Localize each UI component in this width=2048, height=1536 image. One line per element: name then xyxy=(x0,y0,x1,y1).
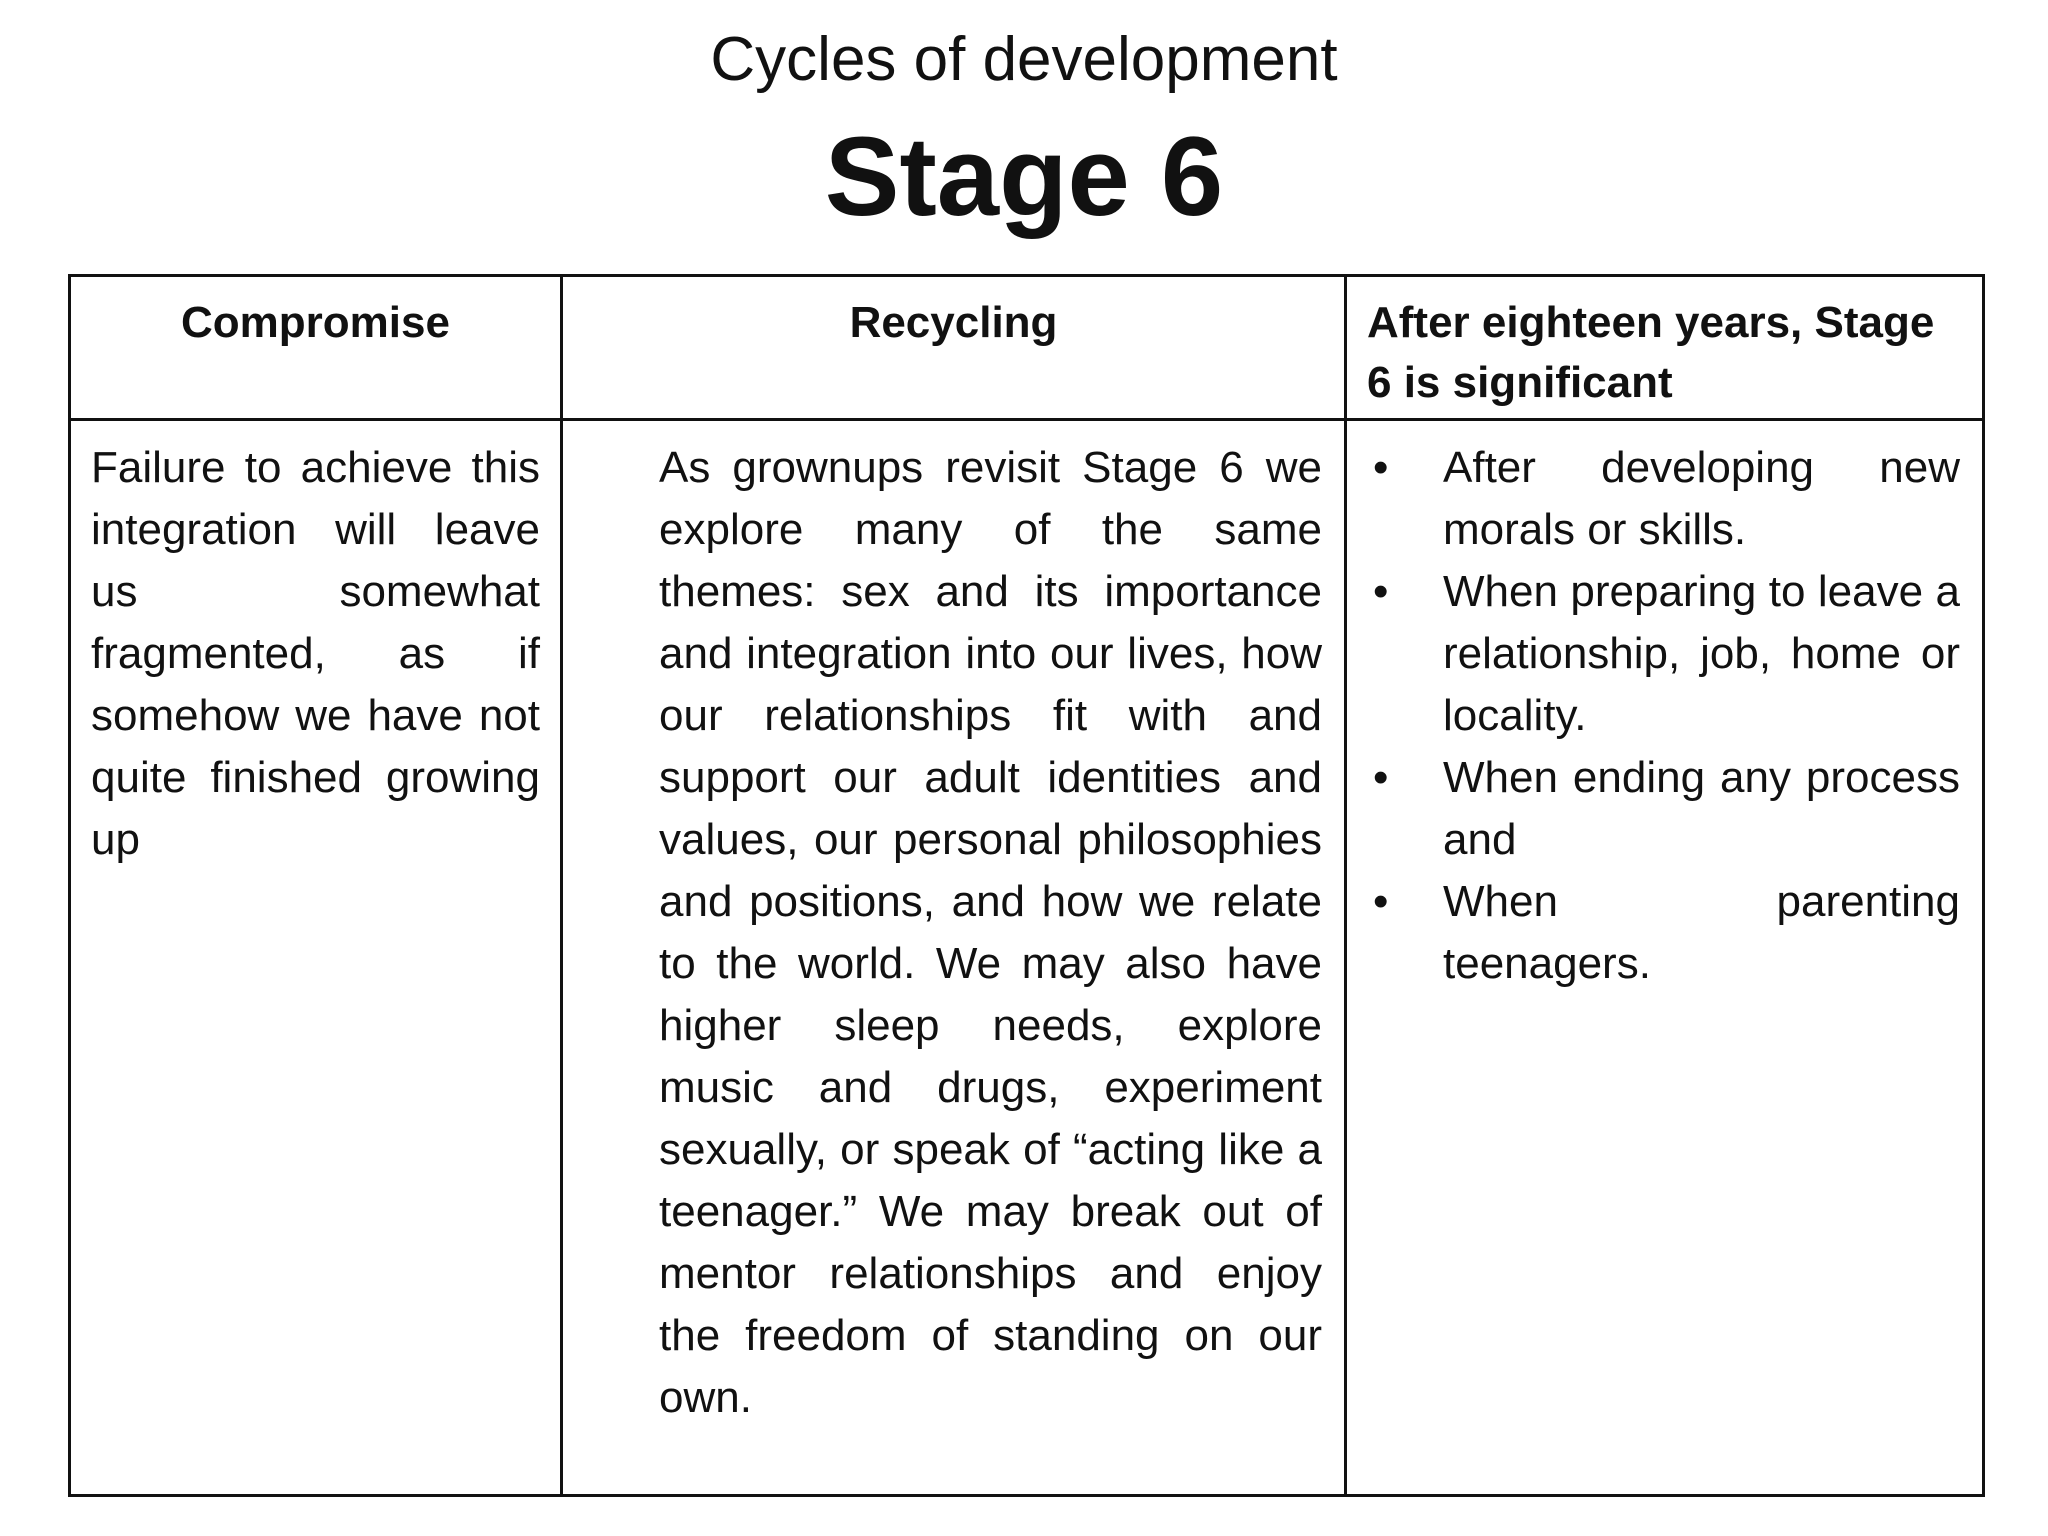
list-item xyxy=(1367,871,1960,995)
slide-title: Stage 6 xyxy=(824,114,1224,239)
stage-table xyxy=(68,274,1985,1497)
list-item-text: When parenting teenagers. xyxy=(1443,877,1960,988)
table-row xyxy=(70,420,1984,1496)
list-item xyxy=(1367,561,1960,747)
table-header-row xyxy=(70,276,1984,420)
bullet-icon: • xyxy=(1373,567,1389,616)
header-recycling: Recycling xyxy=(562,276,1346,420)
significance-list xyxy=(1367,437,1960,995)
list-item-text: After developing new morals or skills. xyxy=(1443,443,1960,554)
bullet-icon: • xyxy=(1373,753,1389,802)
list-item-text: When ending any process and xyxy=(1443,753,1960,864)
compromise-cell: Failure to achieve this integration will leave us somewhat fragmented, as if somehow we have not quite finished growing up xyxy=(70,420,562,1496)
header-after-eighteen-years: After eighteen years, Stage 6 is significant xyxy=(1346,276,1984,420)
after-eighteen-cell xyxy=(1346,420,1984,1496)
recycling-cell: As grownups revisit Stage 6 we explore many of the same themes: sex and its importance and integration into our lives, how our relationships fit with and support our adult identities and values, our personal philosophies and positions, and how we relate to the world. We may also have higher sleep needs, explore music and drugs, experiment sexually, or speak of “acting like a teenager.” We may break out of mentor relationships and enjoy the freedom of standing on our own. xyxy=(562,420,1346,1496)
bullet-icon: • xyxy=(1373,443,1389,492)
header-compromise: Compromise xyxy=(70,276,562,420)
slide-subtitle: Cycles of development xyxy=(710,25,1338,94)
bullet-icon: • xyxy=(1373,877,1389,926)
list-item xyxy=(1367,747,1960,871)
list-item xyxy=(1367,437,1960,561)
list-item-text: When preparing to leave a relationship, job, home or locality. xyxy=(1443,567,1960,740)
